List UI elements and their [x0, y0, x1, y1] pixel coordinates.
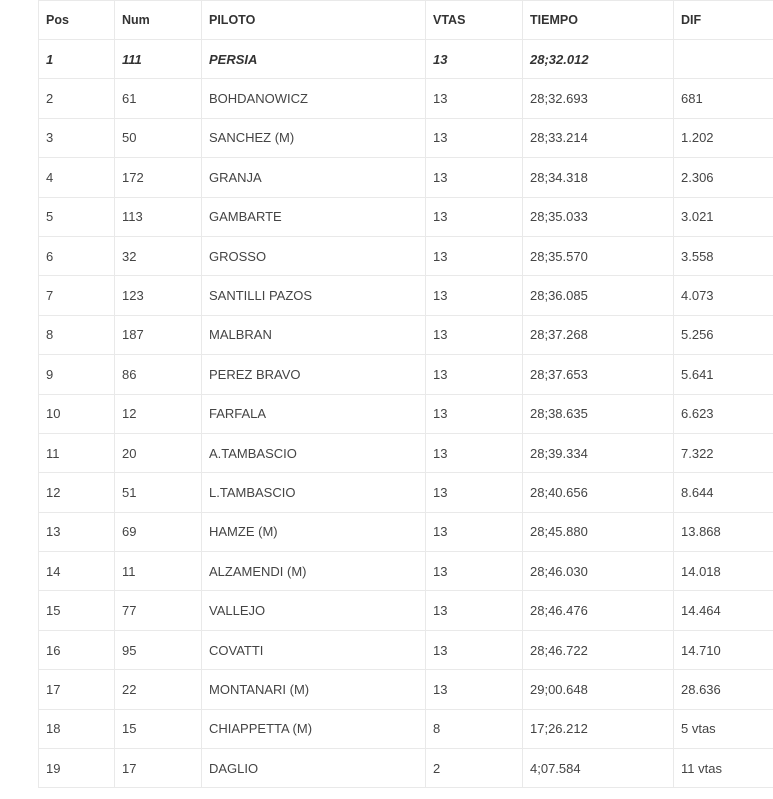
header-vtas: VTAS — [426, 1, 523, 40]
cell-vtas: 13 — [426, 355, 523, 394]
cell-tiempo: 28;32.693 — [523, 79, 674, 118]
cell-vtas: 13 — [426, 394, 523, 433]
cell-vtas: 13 — [426, 236, 523, 275]
cell-tiempo: 29;00.648 — [523, 670, 674, 709]
cell-pos: 10 — [39, 394, 115, 433]
cell-num: 20 — [115, 433, 202, 472]
cell-dif: 1.202 — [674, 118, 773, 157]
cell-piloto: ALZAMENDI (M) — [202, 552, 426, 591]
cell-piloto: A.TAMBASCIO — [202, 433, 426, 472]
cell-pos: 7 — [39, 276, 115, 315]
cell-pos: 19 — [39, 749, 115, 788]
header-tiempo: TIEMPO — [523, 1, 674, 40]
table-row — [39, 118, 773, 157]
cell-dif: 13.868 — [674, 512, 773, 551]
cell-num: 17 — [115, 749, 202, 788]
cell-tiempo: 28;38.635 — [523, 394, 674, 433]
cell-pos: 9 — [39, 355, 115, 394]
cell-dif: 4.073 — [674, 276, 773, 315]
cell-piloto: PEREZ BRAVO — [202, 355, 426, 394]
cell-piloto: DAGLIO — [202, 749, 426, 788]
cell-num: 50 — [115, 118, 202, 157]
race-results-table — [38, 0, 773, 788]
cell-dif: 7.322 — [674, 433, 773, 472]
table-row — [39, 473, 773, 512]
cell-piloto: MALBRAN — [202, 315, 426, 354]
cell-tiempo: 17;26.212 — [523, 709, 674, 748]
table-row — [39, 630, 773, 669]
header-pos: Pos — [39, 1, 115, 40]
cell-piloto: L.TAMBASCIO — [202, 473, 426, 512]
cell-piloto: VALLEJO — [202, 591, 426, 630]
cell-pos: 15 — [39, 591, 115, 630]
cell-pos: 5 — [39, 197, 115, 236]
header-piloto: PILOTO — [202, 1, 426, 40]
table-row — [39, 236, 773, 275]
cell-tiempo: 28;33.214 — [523, 118, 674, 157]
cell-piloto: HAMZE (M) — [202, 512, 426, 551]
cell-num: 172 — [115, 158, 202, 197]
cell-vtas: 13 — [426, 79, 523, 118]
cell-num: 86 — [115, 355, 202, 394]
table-row — [39, 709, 773, 748]
cell-pos: 8 — [39, 315, 115, 354]
cell-pos: 2 — [39, 79, 115, 118]
cell-dif: 14.710 — [674, 630, 773, 669]
cell-piloto: FARFALA — [202, 394, 426, 433]
cell-num: 11 — [115, 552, 202, 591]
table-row — [39, 749, 773, 788]
cell-piloto: BOHDANOWICZ — [202, 79, 426, 118]
cell-vtas: 13 — [426, 40, 523, 79]
cell-tiempo: 28;37.268 — [523, 315, 674, 354]
cell-vtas: 8 — [426, 709, 523, 748]
cell-pos: 18 — [39, 709, 115, 748]
cell-num: 77 — [115, 591, 202, 630]
table-row — [39, 512, 773, 551]
cell-num: 69 — [115, 512, 202, 551]
cell-piloto: GROSSO — [202, 236, 426, 275]
cell-vtas: 13 — [426, 197, 523, 236]
cell-piloto: COVATTI — [202, 630, 426, 669]
cell-pos: 11 — [39, 433, 115, 472]
cell-piloto: MONTANARI (M) — [202, 670, 426, 709]
cell-pos: 3 — [39, 118, 115, 157]
cell-pos: 14 — [39, 552, 115, 591]
cell-vtas: 2 — [426, 749, 523, 788]
cell-num: 111 — [115, 40, 202, 79]
cell-piloto: SANCHEZ (M) — [202, 118, 426, 157]
header-dif: DIF — [674, 1, 773, 40]
cell-pos: 4 — [39, 158, 115, 197]
cell-piloto: CHIAPPETTA (M) — [202, 709, 426, 748]
table-row — [39, 433, 773, 472]
cell-tiempo: 28;40.656 — [523, 473, 674, 512]
cell-num: 22 — [115, 670, 202, 709]
cell-tiempo: 28;36.085 — [523, 276, 674, 315]
table-row — [39, 394, 773, 433]
cell-pos: 16 — [39, 630, 115, 669]
cell-vtas: 13 — [426, 591, 523, 630]
cell-tiempo: 28;35.570 — [523, 236, 674, 275]
cell-dif: 681 — [674, 79, 773, 118]
cell-tiempo: 28;46.476 — [523, 591, 674, 630]
cell-tiempo: 28;45.880 — [523, 512, 674, 551]
cell-piloto: SANTILLI PAZOS — [202, 276, 426, 315]
cell-piloto: GAMBARTE — [202, 197, 426, 236]
cell-vtas: 13 — [426, 552, 523, 591]
cell-pos: 13 — [39, 512, 115, 551]
cell-num: 123 — [115, 276, 202, 315]
cell-num: 15 — [115, 709, 202, 748]
cell-pos: 1 — [39, 40, 115, 79]
table-row — [39, 79, 773, 118]
table-row — [39, 355, 773, 394]
table-row — [39, 315, 773, 354]
cell-dif: 14.464 — [674, 591, 773, 630]
cell-vtas: 13 — [426, 118, 523, 157]
cell-dif: 11 vtas — [674, 749, 773, 788]
cell-pos: 17 — [39, 670, 115, 709]
cell-tiempo: 28;37.653 — [523, 355, 674, 394]
cell-tiempo: 28;46.030 — [523, 552, 674, 591]
cell-tiempo: 4;07.584 — [523, 749, 674, 788]
cell-vtas: 13 — [426, 670, 523, 709]
table-row — [39, 197, 773, 236]
cell-tiempo: 28;39.334 — [523, 433, 674, 472]
table-row — [39, 158, 773, 197]
cell-num: 32 — [115, 236, 202, 275]
cell-tiempo: 28;32.012 — [523, 40, 674, 79]
cell-dif: 5 vtas — [674, 709, 773, 748]
table-row — [39, 276, 773, 315]
cell-tiempo: 28;34.318 — [523, 158, 674, 197]
cell-dif: 28.636 — [674, 670, 773, 709]
cell-pos: 6 — [39, 236, 115, 275]
cell-num: 95 — [115, 630, 202, 669]
cell-dif: 6.623 — [674, 394, 773, 433]
results-body — [39, 40, 773, 788]
table-row — [39, 591, 773, 630]
cell-dif: 2.306 — [674, 158, 773, 197]
cell-vtas: 13 — [426, 512, 523, 551]
cell-vtas: 13 — [426, 630, 523, 669]
cell-vtas: 13 — [426, 158, 523, 197]
cell-tiempo: 28;35.033 — [523, 197, 674, 236]
table-row — [39, 40, 773, 79]
cell-vtas: 13 — [426, 473, 523, 512]
cell-tiempo: 28;46.722 — [523, 630, 674, 669]
cell-piloto: GRANJA — [202, 158, 426, 197]
table-row — [39, 552, 773, 591]
header-row — [39, 1, 773, 40]
cell-num: 187 — [115, 315, 202, 354]
cell-pos: 12 — [39, 473, 115, 512]
cell-vtas: 13 — [426, 276, 523, 315]
cell-num: 51 — [115, 473, 202, 512]
table-row — [39, 670, 773, 709]
cell-dif: 3.558 — [674, 236, 773, 275]
cell-num: 12 — [115, 394, 202, 433]
cell-dif — [674, 40, 773, 79]
header-num: Num — [115, 1, 202, 40]
cell-num: 61 — [115, 79, 202, 118]
cell-dif: 5.256 — [674, 315, 773, 354]
cell-dif: 8.644 — [674, 473, 773, 512]
cell-vtas: 13 — [426, 433, 523, 472]
cell-vtas: 13 — [426, 315, 523, 354]
results-table-container — [38, 0, 773, 788]
cell-dif: 5.641 — [674, 355, 773, 394]
cell-piloto: PERSIA — [202, 40, 426, 79]
cell-num: 113 — [115, 197, 202, 236]
cell-dif: 14.018 — [674, 552, 773, 591]
cell-dif: 3.021 — [674, 197, 773, 236]
